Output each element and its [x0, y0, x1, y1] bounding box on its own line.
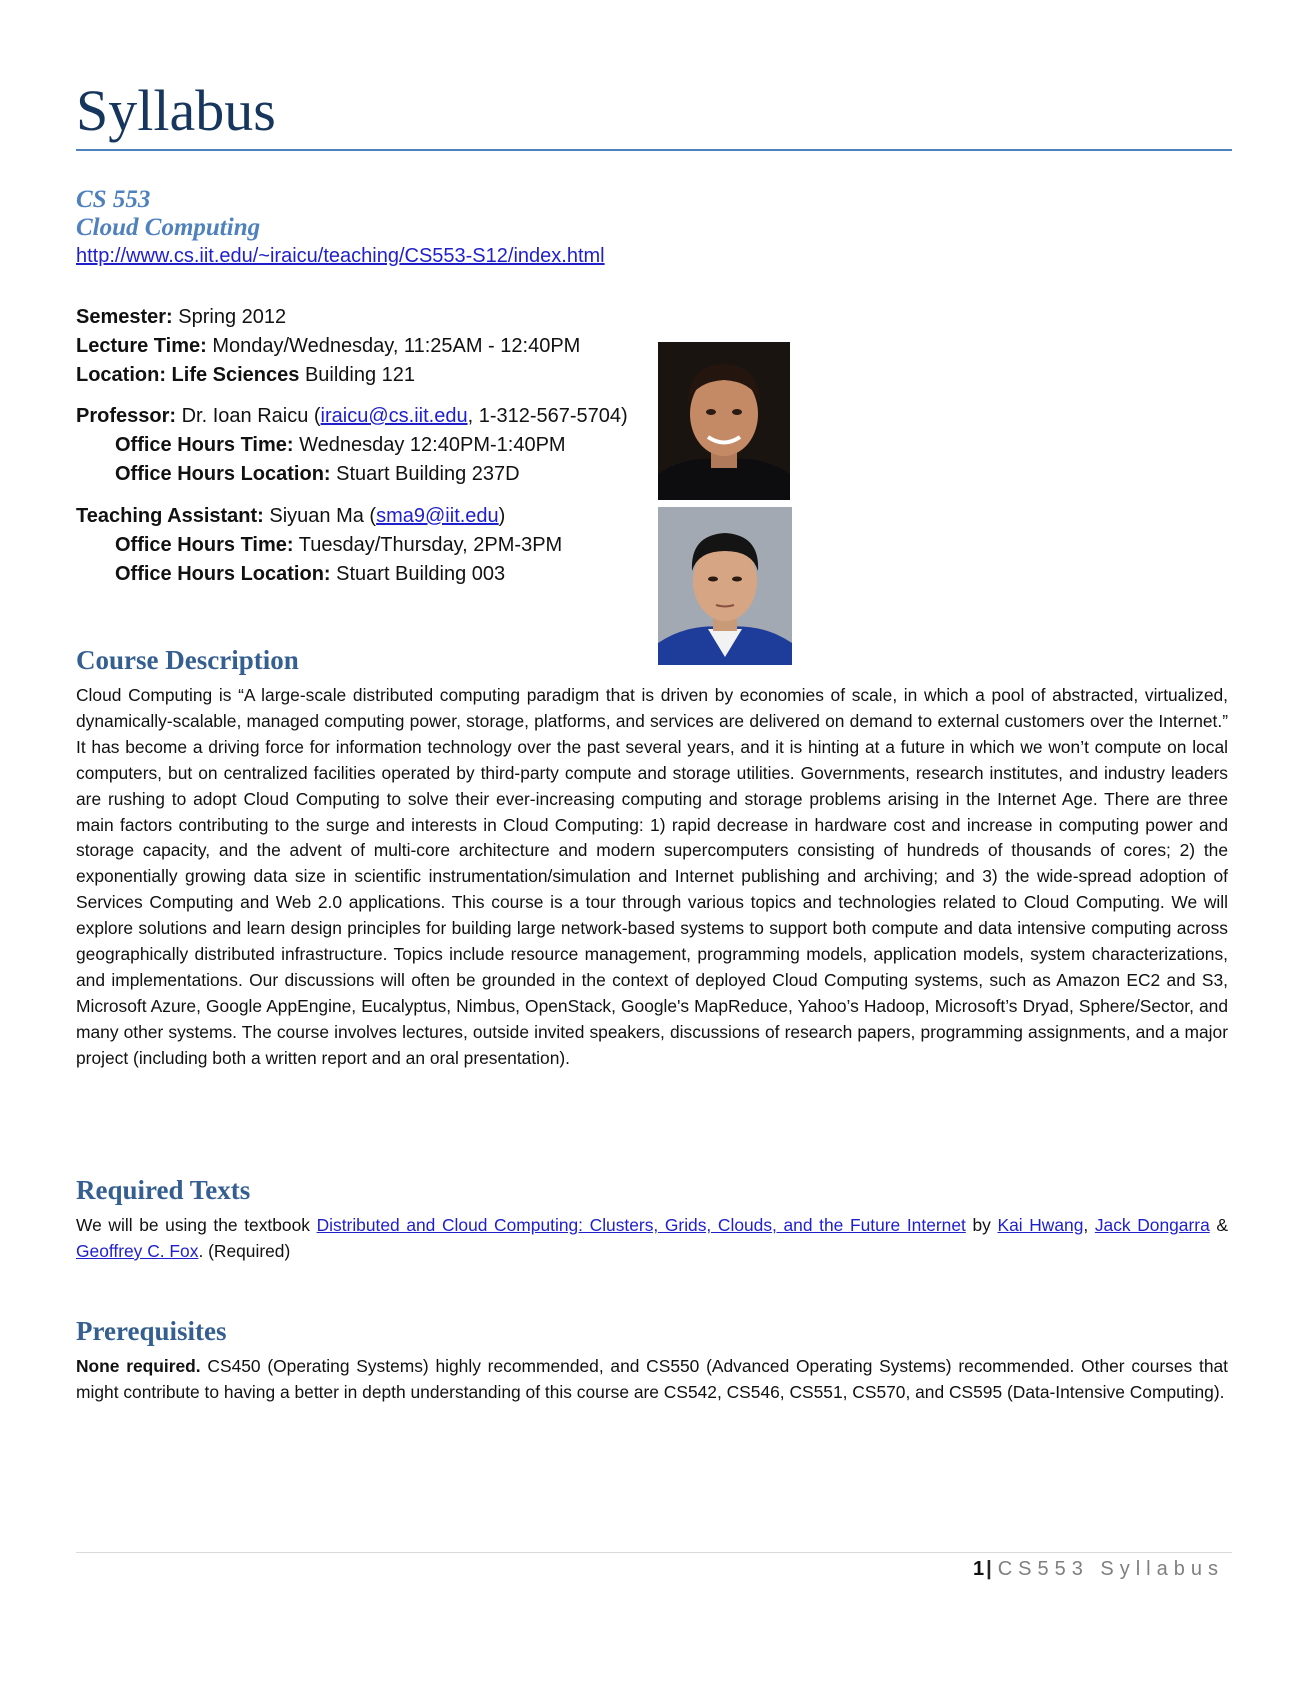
author-link-geoffrey-fox[interactable]: Geoffrey C. Fox — [76, 1240, 199, 1261]
author-link-kai-hwang[interactable]: Kai Hwang — [997, 1215, 1084, 1235]
prerequisites-text — [76, 1354, 1228, 1406]
course-url-link[interactable]: http://www.cs.iit.edu/~iraicu/teaching/CS553-S12/index.html — [76, 245, 605, 267]
professor-oh-time-label: Office Hours Time: — [115, 434, 294, 456]
required-texts-intro: We will be using the textbook — [76, 1215, 317, 1235]
lecture-time-label: Lecture Time: — [76, 335, 207, 357]
ta-oh-location-label: Office Hours Location: — [115, 563, 331, 585]
ta-name: Siyuan Ma ( — [269, 505, 377, 527]
professor-oh-time-value: Wednesday 12:40PM-1:40PM — [299, 434, 566, 456]
professor-phone: , 1-312-567-5704) — [467, 405, 628, 427]
required-texts-suffix: . (Required) — [198, 1240, 291, 1261]
professor-email-link[interactable]: iraicu@cs.iit.edu — [320, 405, 468, 427]
location-value: Building 121 — [304, 364, 416, 386]
professor-photo — [658, 342, 790, 500]
professor-name: Dr. Ioan Raicu ( — [181, 405, 321, 427]
professor-portrait-image — [658, 342, 790, 500]
title-divider — [76, 149, 1232, 151]
course-description-heading: Course Description — [76, 645, 299, 675]
lecture-time-line — [76, 332, 580, 361]
semester-value: Spring 2012 — [178, 306, 287, 328]
prerequisites-heading: Prerequisites — [76, 1316, 227, 1346]
professor-office-hours-location — [76, 460, 520, 489]
required-texts-by: by — [965, 1215, 998, 1235]
ta-label: Teaching Assistant: — [76, 505, 264, 527]
footer-divider — [76, 1552, 1232, 1553]
lecture-time-value: Monday/Wednesday, 11:25AM - 12:40PM — [212, 335, 581, 357]
ta-email-link[interactable]: sma9@iit.edu — [376, 505, 499, 527]
ta-portrait-image — [658, 507, 792, 665]
ta-line — [76, 502, 505, 531]
professor-label: Professor: — [76, 405, 177, 427]
ta-close-paren: ) — [498, 505, 506, 527]
professor-line — [76, 402, 628, 431]
footer-separator: | — [986, 1558, 992, 1580]
course-description-text: Cloud Computing is “A large-scale distributed computing paradigm that is driven by economies of scale, in which a pool of abstracted, virtualized, dynamically-scalable, managed computing power, storage, platforms, and services are delivered on demand to external customers over the Internet.” It has become a driving force for information technology over the past several years, and it is hinting at a future in which we won’t compute on local computers, but on centralized facilities operated by third-party compute and storage utilities. Governments, research institutes, and industry leaders are rushing to adopt Cloud Computing to solve their ever-increasing computing and storage problems arising in the Internet Age. There are three main factors contributing to the surge and interests in Cloud Computing: 1) rapid decrease in hardware cost and increase in computing power and storage capacity, and the advent of multi-core architecture and modern supercomputers consisting of hundreds of thousands of cores; 2) the exponentially growing data size in scientific instrumentation/simulation and Internet publishing and archiving; and 3) the wide-spread adoption of Services Computing and Web 2.0 applications. This course is a tour through various topics and technologies related to Cloud Computing. We will explore solutions and learn design principles for building large network-based systems to support both compute and data intensive computing across geographically distributed infrastructure. Topics include resource management, programming models, application models, system characterizations, and implementations. Our discussions will often be grounded in the context of deployed Cloud Computing systems, such as Amazon EC2 and S3, Microsoft Azure, Google AppEngine, Eucalyptus, Nimbus, OpenStack, Google's MapReduce, Yahoo’s Hadoop, Microsoft’s Dryad, Sphere/Sector, and many other systems. The course involves lectures, outside invited speakers, discussions of research papers, programming assignments, and a major project (including both a written report and an oral presentation). — [76, 685, 1228, 1068]
ta-photo — [658, 507, 792, 665]
professor-office-hours-time — [76, 431, 566, 460]
semester-label: Semester: — [76, 306, 173, 328]
semester-line — [76, 303, 286, 332]
location-line — [76, 361, 415, 390]
course-code: CS 553 — [76, 186, 151, 213]
ta-office-hours-location — [76, 560, 505, 589]
ta-oh-location-value: Stuart Building 003 — [336, 563, 506, 585]
course-name: Cloud Computing — [76, 214, 261, 241]
textbook-title-link[interactable]: Distributed and Cloud Computing: Clusters, Grids, Clouds, and the Future Internet — [316, 1215, 966, 1235]
ta-office-hours-time — [76, 531, 562, 560]
required-texts-comma: , — [1083, 1215, 1095, 1235]
professor-oh-location-label: Office Hours Location: — [115, 463, 331, 485]
prerequisites-body: CS450 (Operating Systems) highly recommended, and CS550 (Advanced Operating Systems) recommended. Other courses that might contribute to having a better in depth understanding of this course are CS542, CS546, CS551, CS570, and CS595 (Data-Intensive Computing). — [76, 1356, 1228, 1402]
page-footer — [973, 1558, 1224, 1581]
author-link-jack-dongarra[interactable]: Jack Dongarra — [1094, 1215, 1210, 1235]
ta-oh-time-label: Office Hours Time: — [115, 534, 294, 556]
required-texts-heading: Required Texts — [76, 1175, 251, 1205]
page-title: Syllabus — [76, 78, 276, 143]
location-label: Location: Life Sciences — [76, 364, 300, 386]
prerequisites-lead: None required. — [76, 1356, 201, 1376]
required-texts-text — [76, 1213, 1228, 1265]
ta-oh-time-value: Tuesday/Thursday, 2PM-3PM — [298, 534, 563, 556]
footer-doc-title: CS553 Syllabus — [997, 1558, 1224, 1580]
professor-oh-location-value: Stuart Building 237D — [336, 463, 520, 485]
required-texts-ampersand: & — [1209, 1215, 1228, 1235]
page-number: 1 — [972, 1558, 985, 1580]
